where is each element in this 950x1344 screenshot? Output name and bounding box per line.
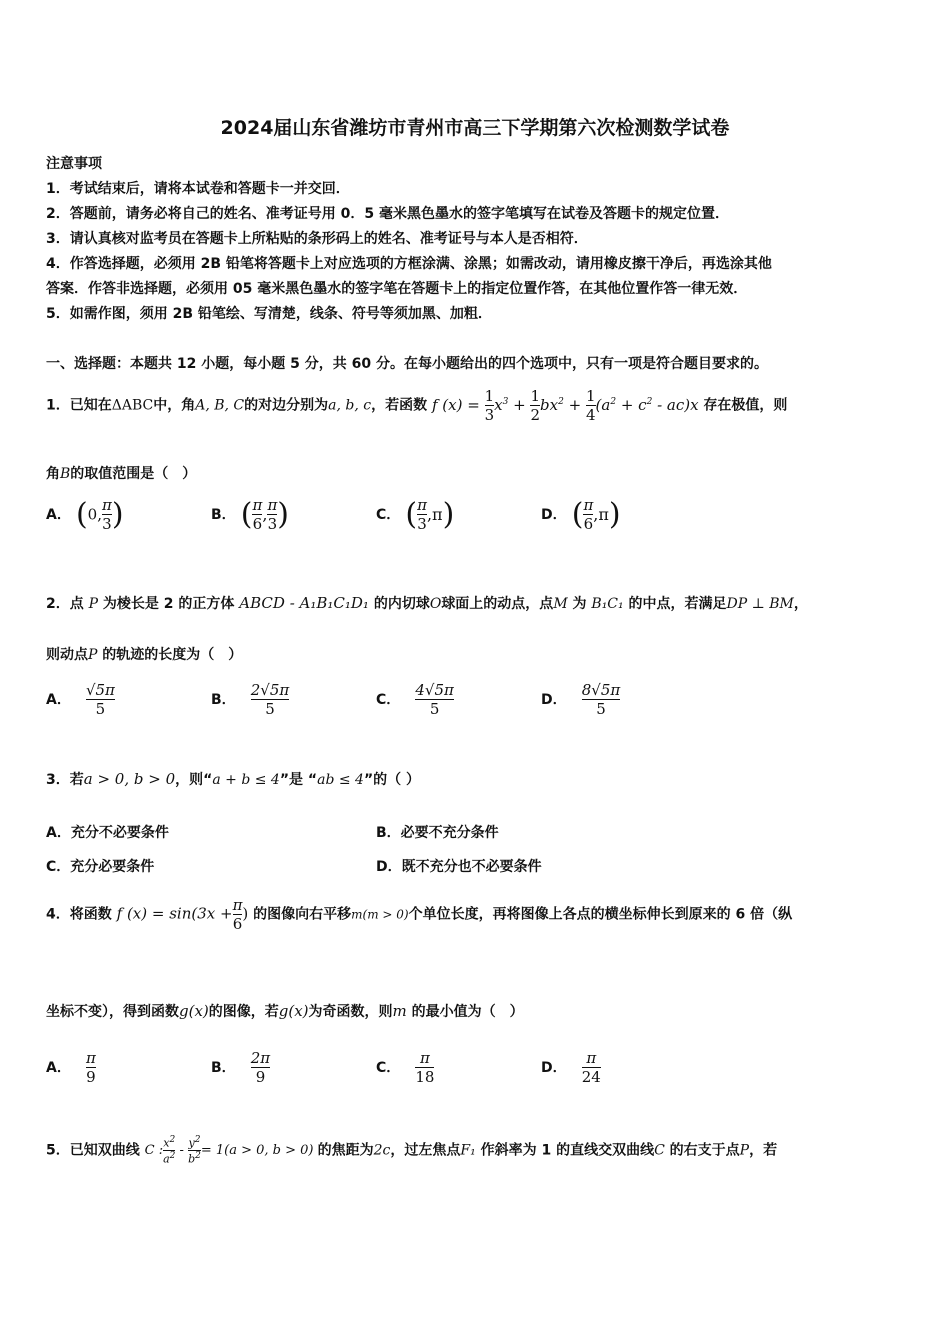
q1-function: f (x) = $\frac{1}{3}$ $x^3$ + $\frac{1}{2}$ $bx^2$ + $\frac{1}{4}$ $(a^2 + c^2 - ac)x$	[431, 387, 699, 424]
q1-option-a[interactable]: A． (0, $\frac{\pi}{3}$ )	[46, 496, 124, 533]
question-5: 5．已知双曲线 C : $\frac{x^2}{a^2}$ - $\frac{y^2}{b^2}$ = 1(a > 0, b > 0) 的焦距为2c，过左焦点F₁ 作斜率为 1 的直线交双曲线C 的右支于点P，若	[46, 1135, 778, 1166]
q2-option-a[interactable]: A． $\frac{√5\pi}{5}$	[46, 681, 115, 718]
question-1: 1．已知在ΔABC中，角A, B, C的对边分别为a, b, c，若函数 f (x) = $\frac{1}{3}$ $x^3$ + $\frac{1}{2}$ $bx^2$ + $\frac{1}{4}$ $(a^2 + c^2 - ac)x$ 存在极值，则	[46, 387, 788, 424]
q2-option-d[interactable]: D． $\frac{8√5\pi}{5}$	[541, 681, 621, 718]
q4-option-a[interactable]: A． $\frac{\pi}{9}$	[46, 1049, 96, 1086]
question-3: 3．若a > 0, b > 0，则“a + b ≤ 4”是 “ab ≤ 4”的（ ）	[46, 770, 421, 788]
section-heading: 一、选择题：本题共 12 小题，每小题 5 分，共 60 分。在每小题给出的四个选项中，只有一项是符合题目要求的。	[46, 356, 768, 372]
notice-item-2: 2．答题前，请务必将自己的姓名、准考证号用 0．5 毫米黑色墨水的签字笔填写在试卷及答题卡的规定位置．	[46, 206, 729, 222]
notice-heading: 注意事项	[46, 156, 102, 172]
q1-option-d[interactable]: D． ( $\frac{\pi}{6}$ ,π)	[541, 496, 621, 533]
question-2-line2: 则动点P 的轨迹的长度为（ ）	[46, 647, 243, 663]
question-4: 4．将函数 f (x) = sin(3x + $\frac{\pi}{6}$ ) 的图像向右平移m(m > 0)个单位长度，再将图像上各点的横坐标伸长到原来的 6 倍（纵	[46, 896, 793, 933]
notice-item-5: 5．如需作图，须用 2B 铅笔绘、写清楚，线条、符号等须加黑、加粗．	[46, 306, 492, 322]
q4-option-b[interactable]: B． $\frac{2\pi}{9}$	[211, 1049, 271, 1086]
notice-item-3: 3．请认真核对监考员在答题卡上所粘贴的条形码上的姓名、准考证号与本人是否相符．	[46, 231, 588, 247]
q4-option-c[interactable]: C． $\frac{\pi}{18}$	[376, 1049, 435, 1086]
q4-option-d[interactable]: D． $\frac{\pi}{24}$	[541, 1049, 601, 1086]
q2-option-c[interactable]: C． $\frac{4√5\pi}{5}$	[376, 681, 454, 718]
q1-option-c[interactable]: C． ( $\frac{\pi}{3}$ ,π)	[376, 496, 455, 533]
notice-item-1: 1．考试结束后，请将本试卷和答题卡一并交回．	[46, 181, 350, 197]
q3-option-b[interactable]: B．必要不充分条件	[376, 825, 499, 841]
question-2: 2．点 P 为棱长是 2 的正方体 ABCD - A₁B₁C₁D₁ 的内切球O球面上的动点，点M 为 B₁C₁ 的中点，若满足DP ⊥ BM，	[46, 594, 808, 612]
q3-option-a[interactable]: A．充分不必要条件	[46, 825, 169, 841]
page-title: 2024届山东省潍坊市青州市高三下学期第六次检测数学试卷	[220, 117, 730, 139]
q3-option-c[interactable]: C．充分必要条件	[46, 859, 155, 875]
question-1-line2: 角B的取值范围是（ ）	[46, 466, 197, 482]
notice-item-4-cont: 答案．作答非选择题，必须用 05 毫米黑色墨水的签字笔在答题卡上的指定位置作答，在其他位置作答一律无效．	[46, 281, 748, 297]
question-4-line2: 坐标不变），得到函数g(x)的图像，若g(x)为奇函数，则m 的最小值为（ ）	[46, 1002, 524, 1020]
q2-option-b[interactable]: B． $\frac{2√5\pi}{5}$	[211, 681, 290, 718]
notice-item-4: 4．作答选择题，必须用 2B 铅笔将答题卡上对应选项的方框涂满、涂黑；如需改动，请用橡皮擦干净后，再选涂其他	[46, 256, 772, 272]
q3-option-d[interactable]: D．既不充分也不必要条件	[376, 859, 542, 875]
q1-option-b[interactable]: B． ( $\frac{\pi}{6}$ , $\frac{\pi}{3}$ )	[211, 496, 290, 533]
